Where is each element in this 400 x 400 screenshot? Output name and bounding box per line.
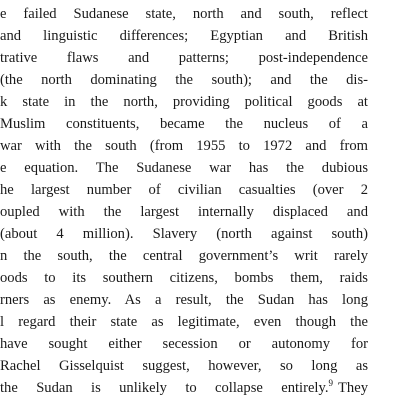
text-line: have sought either secession or autonomy for xyxy=(0,336,368,352)
text-line-main: the Sudan is unlikely to collapse entirely. xyxy=(0,380,329,396)
text-line: (the north dominating the south); and the dis- xyxy=(0,72,368,88)
text-line: n the south, the central government’s writ rarely xyxy=(0,248,368,264)
footnote-marker: 9 xyxy=(328,378,333,389)
text-line: oupled with the largest internally displaced and xyxy=(0,204,368,220)
text-line: e failed Sudanese state, north and south, reflect xyxy=(0,6,368,22)
text-line: and linguistic differences; Egyptian and British xyxy=(0,28,368,44)
text-line: e equation. The Sudanese war has the dubious xyxy=(0,160,368,176)
text-line: rners as enemy. As a result, the Sudan has long xyxy=(0,292,368,308)
text-line: trative flaws and patterns; post-independence xyxy=(0,50,368,66)
text-line: Muslim constituents, became the nucleus of a xyxy=(0,116,368,132)
text-line: war with the south (from 1955 to 1972 and from xyxy=(0,138,368,154)
text-line-tail: They xyxy=(338,380,368,396)
text-line-final xyxy=(0,379,368,397)
text-line: he largest number of civilian casualties (over 2 xyxy=(0,182,368,198)
text-line: Rachel Gisselquist suggest, however, so long as xyxy=(0,358,368,374)
text-line: oods to its southern citizens, bombs them, raids xyxy=(0,270,368,286)
text-line: l regard their state as legitimate, even though the xyxy=(0,314,368,330)
text-line: k state in the north, providing political goods at xyxy=(0,94,368,110)
text-line: (about 4 million). Slavery (north against south) xyxy=(0,226,368,242)
